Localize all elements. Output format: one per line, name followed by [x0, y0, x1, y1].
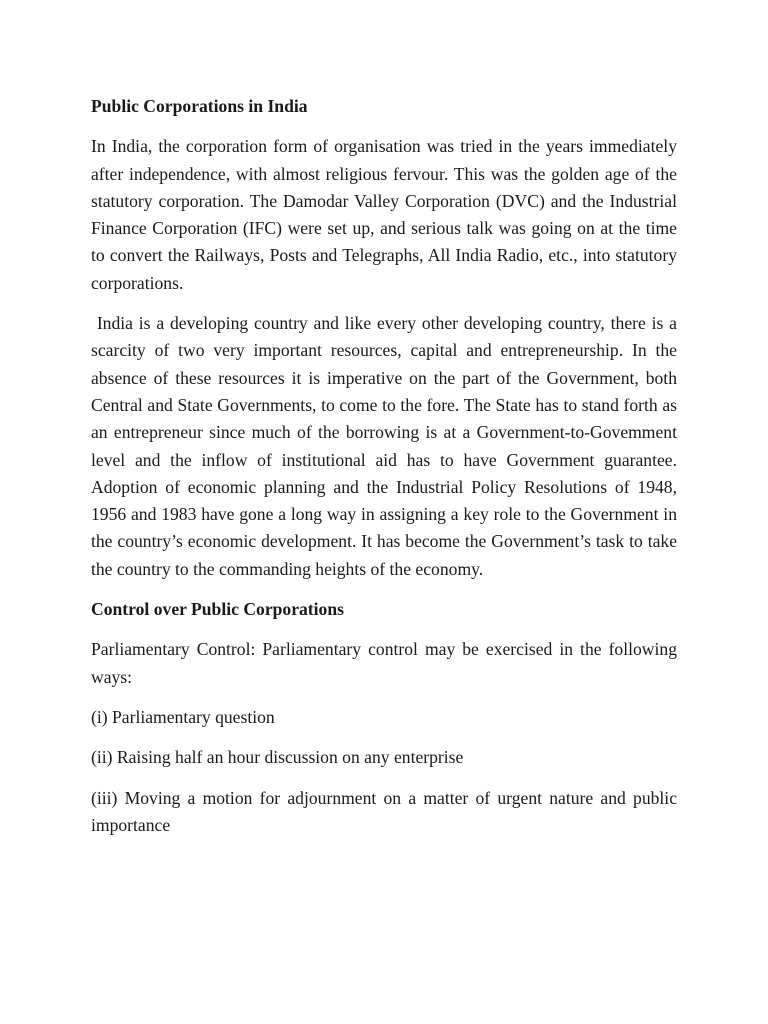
list-item-parliamentary-question: (i) Parliamentary question — [91, 706, 275, 727]
list-item-half-hour-discussion: (ii) Raising half an hour discussion on any enterprise — [91, 747, 464, 768]
list-item-adjournment-motion: (iii) Moving a motion for adjournment on a matter of urgent nature and public importance — [91, 787, 677, 835]
section-heading-control: Control over Public Corporations — [91, 599, 344, 620]
paragraph-developing-country — [91, 310, 682, 583]
paragraph-parliamentary-control: Parliamentary Control: Parliamentary control may be exercised in the following ways: — [91, 639, 677, 687]
document-page — [91, 93, 682, 852]
section-heading-public-corporations: Public Corporations in India — [91, 96, 308, 116]
paragraph-history: In India, the corporation form of organisation was tried in the years immediately after independence, with almost religious fervour. This was the golden age of the statutory corporation. The Damodar Valley Corporation (DVC) and the Industrial Finance Corporation (IFC) were set up, and serious talk was going on at the time to convert the Railways, Posts and Telegraphs, All India Radio, etc., into statutory corporations. — [91, 136, 677, 293]
paragraph-developing-country-text: India is a developing country and like every other developing country, there is a scarcity of two very important resources, capital and entrepreneurship. In the absence of these resources it is imperative on the part of the Government, both Central and State Governments, to come to the fore. The State has to stand forth as an entrepreneur since much of the borrowing is at a Government-to-Govemment level and the inflow of institutional aid has to have Government guarantee. Adoption of economic planning and the Industrial Policy Resolutions of 1948, 1956 and 1983 have gone a long way in assigning a key role to the Government in the country’s economic development. It has become the Government’s task to take the country to the commanding heights of the economy. — [91, 313, 682, 579]
